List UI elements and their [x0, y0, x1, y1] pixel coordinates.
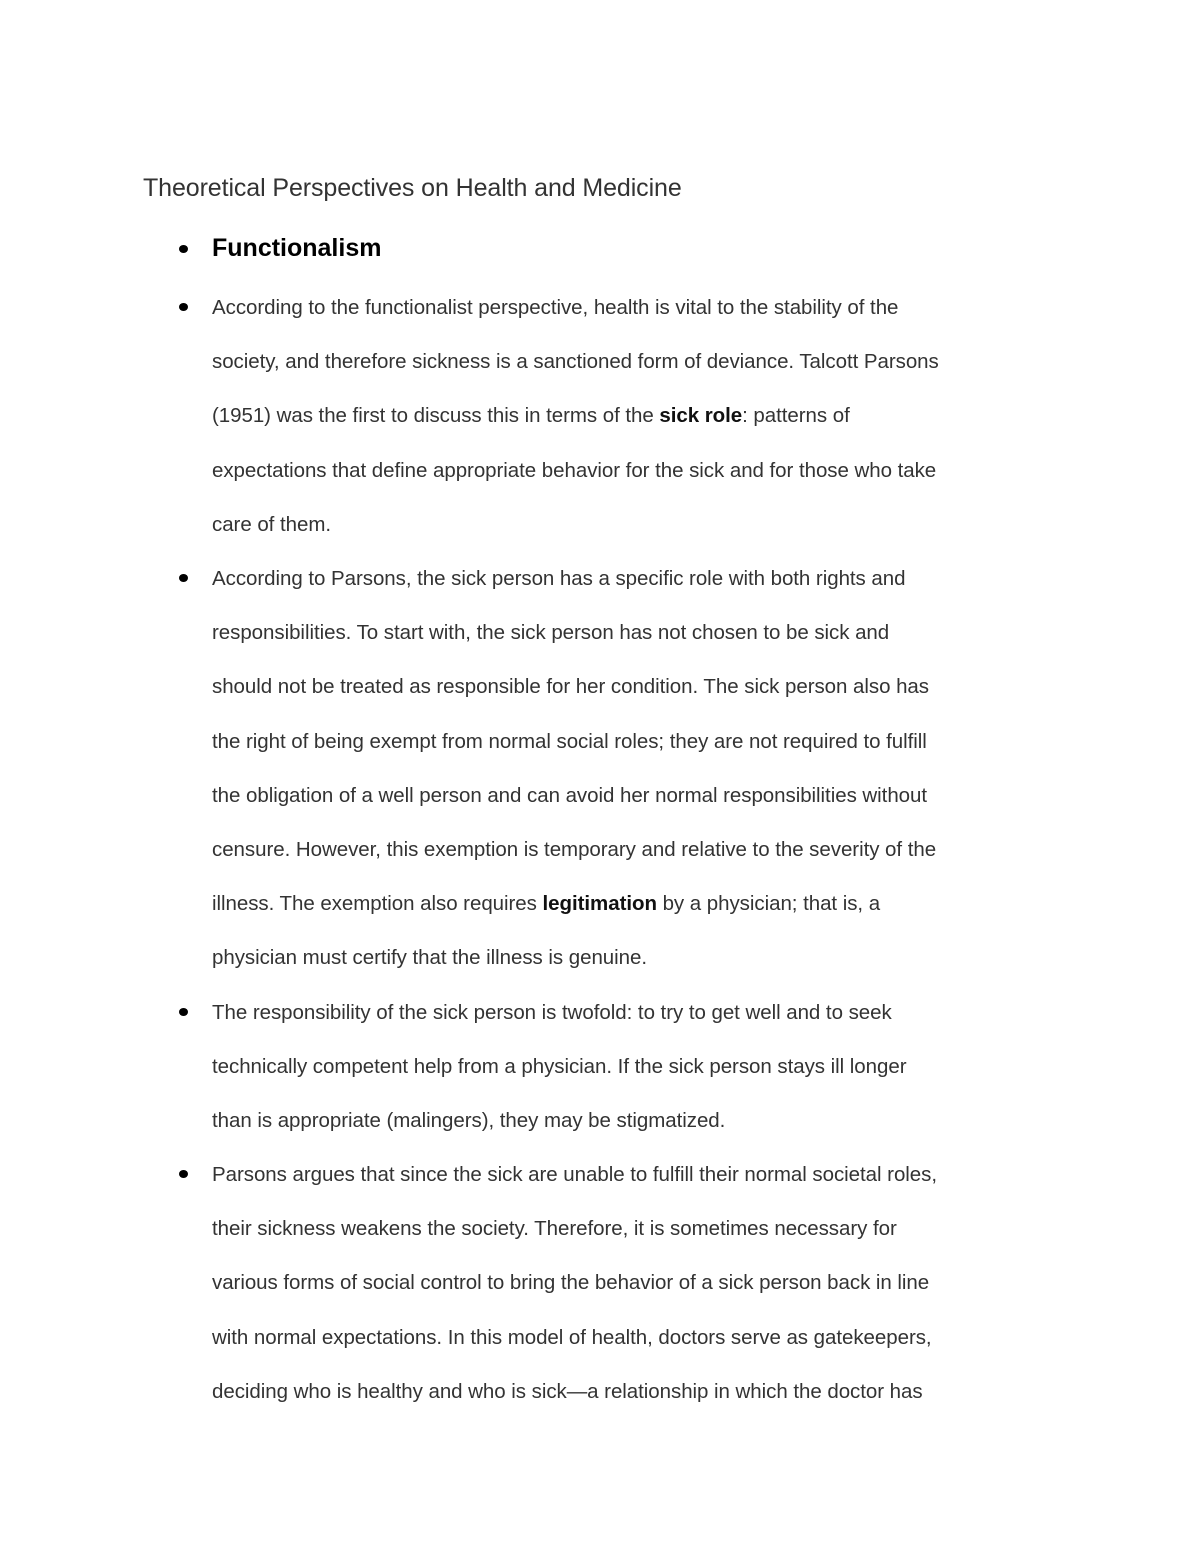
paragraph-line: care of them. — [212, 512, 331, 536]
paragraph-line: censure. However, this exemption is temporary and relative to the severity of the — [212, 838, 937, 862]
paragraph-line: Parsons argues that since the sick are unable to fulfill their normal societal roles, — [212, 1163, 938, 1186]
paragraph-line: physician must certify that the illness is genuine. — [212, 946, 647, 970]
paragraph-line: (1951) was the first to discuss this in terms of the sick role: patterns of — [212, 404, 850, 428]
paragraph-line: According to Parsons, the sick person has a specific role with both rights and — [212, 567, 906, 590]
key-term-legitimation: legitimation — [542, 892, 657, 916]
paragraph-line: various forms of social control to bring the behavior of a sick person back in line — [212, 1271, 930, 1295]
paragraph-line: should not be treated as responsible for her condition. The sick person also has — [212, 675, 929, 699]
paragraph-line: responsibilities. To start with, the sick person has not chosen to be sick and — [212, 621, 890, 645]
list-item — [212, 1148, 1062, 1419]
list-item — [212, 986, 1062, 1149]
bullet-icon — [179, 245, 188, 253]
section-heading-item — [212, 230, 1062, 266]
paragraph-line: their sickness weakens the society. Therefore, it is sometimes necessary for — [212, 1217, 897, 1241]
paragraph-line: expectations that define appropriate behavior for the sick and for those who take — [212, 458, 937, 482]
paragraph-line: the right of being exempt from normal social roles; they are not required to fulfill — [212, 729, 927, 753]
paragraph-line: deciding who is healthy and who is sick—a relationship in which the doctor has — [212, 1379, 923, 1403]
bullet-icon — [179, 1170, 188, 1178]
paragraph-line: According to the functionalist perspective, health is vital to the stability of the — [212, 296, 899, 319]
paragraph-line: the obligation of a well person and can avoid her normal responsibilities without — [212, 783, 928, 807]
paragraph-line: with normal expectations. In this model of health, doctors serve as gatekeepers, — [212, 1325, 932, 1349]
paragraph-line: illness. The exemption also requires legitimation by a physician; that is, a — [212, 892, 881, 916]
paragraph-line: The responsibility of the sick person is twofold: to try to get well and to seek — [212, 1001, 892, 1024]
section-heading: Functionalism — [212, 234, 382, 262]
paragraph-line: than is appropriate (malingers), they may be stigmatized. — [212, 1109, 726, 1133]
paragraph-line: society, and therefore sickness is a sanctioned form of deviance. Talcott Parsons — [212, 350, 939, 374]
document-title: Theoretical Perspectives on Health and Medicine — [143, 174, 682, 202]
paragraph-line: technically competent help from a physician. If the sick person stays ill longer — [212, 1055, 907, 1079]
bullet-icon — [179, 574, 188, 582]
list-item — [212, 281, 1062, 552]
key-term-sick-role: sick role — [659, 404, 743, 428]
bullet-icon — [179, 1008, 188, 1016]
list-item — [212, 552, 1062, 986]
bullet-icon — [179, 303, 188, 311]
